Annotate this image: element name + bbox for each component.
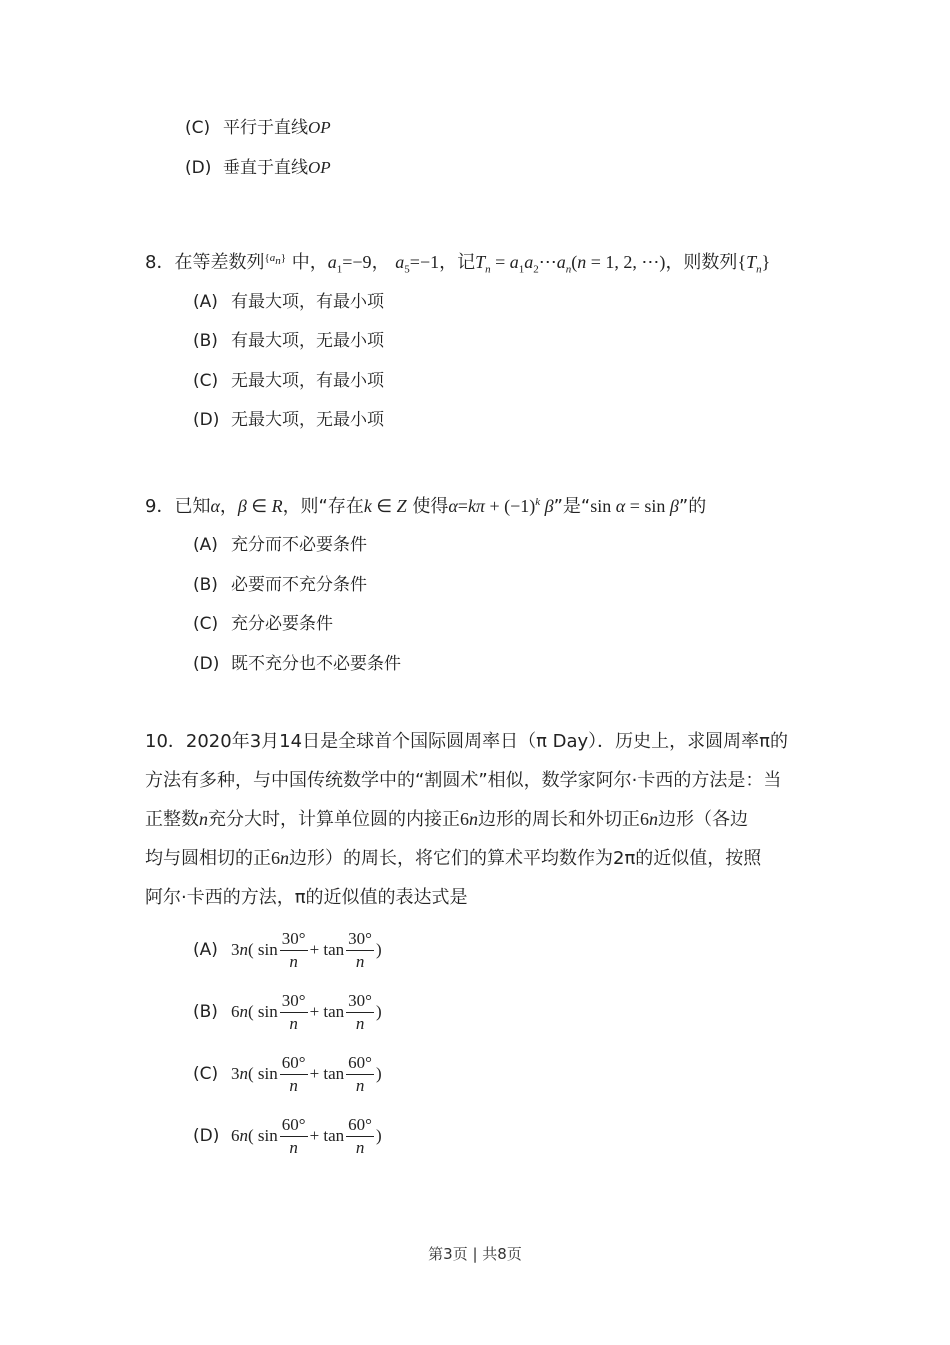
option-label: (C) [193,1064,219,1084]
stem-text: ，则“存在 [282,496,364,517]
question-number: 8． [145,252,175,273]
q9-option-b [193,573,367,597]
q8-option-b [193,329,384,353]
q9-option-c [193,612,333,636]
option-text: 垂直于直线 [223,158,308,178]
option-text: 平行于直线 [223,118,308,138]
q10-option-a: (A) 3n( sin $\frac{30^\circ}{n}$ + tan $\frac{30^\circ}{n}$ ) [193,926,382,974]
option-math: OP [308,118,331,137]
option-text: 无最大项，有最小项 [231,371,384,391]
option-label: (C) [193,371,219,391]
q8-option-d [193,408,384,432]
option-coef: 6 [231,1126,240,1145]
option-label: (A) [193,535,218,555]
stem-text: ”的 [678,496,707,517]
math-alpha-eq: $\alpha=k\pi + (-1)^k$ β [448,496,554,516]
option-text: 有最大项，有最小项 [231,292,384,312]
fraction: $\frac{60^\circ}{n}$ [348,1052,372,1095]
q8-option-c [193,369,384,393]
q10-option-c: (C) 3n( sin $\frac{60^\circ}{n}$ + tan $\frac{60^\circ}{n}$ ) [193,1050,382,1098]
option-label: (D) [193,1126,220,1146]
stem-line: 正整数n充分大时，计算单位圆的内接正6n边形的周长和外切正6n边形（各边 [145,809,748,830]
fraction: $\frac{60^\circ}{n}$ [281,1052,306,1095]
math-k-in-z: k ∈ Z [363,496,407,516]
option-coef: 6 [231,1002,240,1021]
option-text: 充分必要条件 [231,614,333,634]
option-text: 无最大项，无最小项 [231,410,384,430]
q10-option-b: (B) 6n( sin $\frac{30^\circ}{n}$ + tan $\frac{30^\circ}{n}$ ) [193,988,382,1036]
option-label: (D) [193,654,220,674]
option-label: (A) [193,940,218,960]
stem-text: ”是“ [553,496,591,517]
option-label: (C) [185,118,211,138]
option-label: (D) [185,158,212,178]
math-set-an: {an} [264,252,287,268]
page-footer: 第3页 | 共8页 [428,1245,522,1263]
q7-option-c [185,116,331,140]
q8-option-a [193,290,384,314]
option-text: 既不充分也不必要条件 [231,654,401,674]
stem-line: 阿尔·卡西的方法，π的近似值的表达式是 [145,887,468,908]
fraction: $\frac{30^\circ}{n}$ [348,928,372,971]
math-a5: $a_5=-1$ [395,252,440,276]
stem-text: ，记 [439,252,476,273]
option-label: (D) [193,410,220,430]
fraction: $\frac{30^\circ}{n}$ [281,928,306,971]
q7-option-d [185,156,331,180]
fraction: $\frac{30^\circ}{n}$ [348,990,372,1033]
stem-text: 已知 [174,496,211,517]
stem-text: ，则数列 [665,252,738,273]
q9-option-a [193,533,367,557]
option-math: OP [308,158,331,177]
question-number: 9． [145,496,175,517]
option-label: (B) [193,575,218,595]
option-coef: 3 [231,1064,240,1083]
fraction: $\frac{30^\circ}{n}$ [281,990,306,1033]
option-label: (B) [193,1002,218,1022]
q10-stem [145,722,825,917]
stem-text: 使得 [412,496,449,517]
option-text: 充分而不必要条件 [231,535,367,555]
stem-line: 方法有多种，与中国传统数学中的“割圆术”相似，数学家阿尔·卡西的方法是：当 [145,770,782,791]
q9-option-d [193,652,401,676]
math-sin-eq: sin α = sin β [590,496,679,516]
option-label: (B) [193,331,218,351]
option-text: 有最大项，无最小项 [231,331,384,351]
option-coef: 3 [231,940,240,959]
stem-line: 10．2020年3月14日是全球首个国际圆周率日（π Day）．历史上，求圆周率π的 [145,731,789,752]
math-a1: $a_1=-9$ [327,252,372,276]
math-tn: $T_n$ = $a_1a_2\cdots a_n(n = 1$, 2, ⋯) [475,252,666,276]
option-label: (C) [193,614,219,634]
q8-stem: 8．在等差数列$^{\{a_n\}}$ 中，$a_1=-9$， $a_5=-1$，记$T_n$ = $a_1a_2\cdots a_n(n = 1$, 2, ⋯)，则数列$\{T_n\}$ [145,252,771,276]
stem-text: 在等差数列 [174,252,265,273]
fraction: $\frac{60^\circ}{n}$ [281,1114,306,1157]
q10-option-d: (D) 6n( sin $\frac{60^\circ}{n}$ + tan $\frac{60^\circ}{n}$ ) [193,1112,382,1160]
q9-stem [145,490,706,519]
math-set-tn: $\{T_n\}$ [737,252,771,276]
stem-line: 均与圆相切的正6n边形）的周长，将它们的算术平均数作为2π的近似值，按照 [145,848,762,869]
math-alpha-beta: α，β ∈ R [210,496,283,516]
fraction: $\frac{60^\circ}{n}$ [348,1114,372,1157]
stem-text: 中， [291,252,328,273]
option-label: (A) [193,292,218,312]
option-text: 必要而不充分条件 [231,575,367,595]
